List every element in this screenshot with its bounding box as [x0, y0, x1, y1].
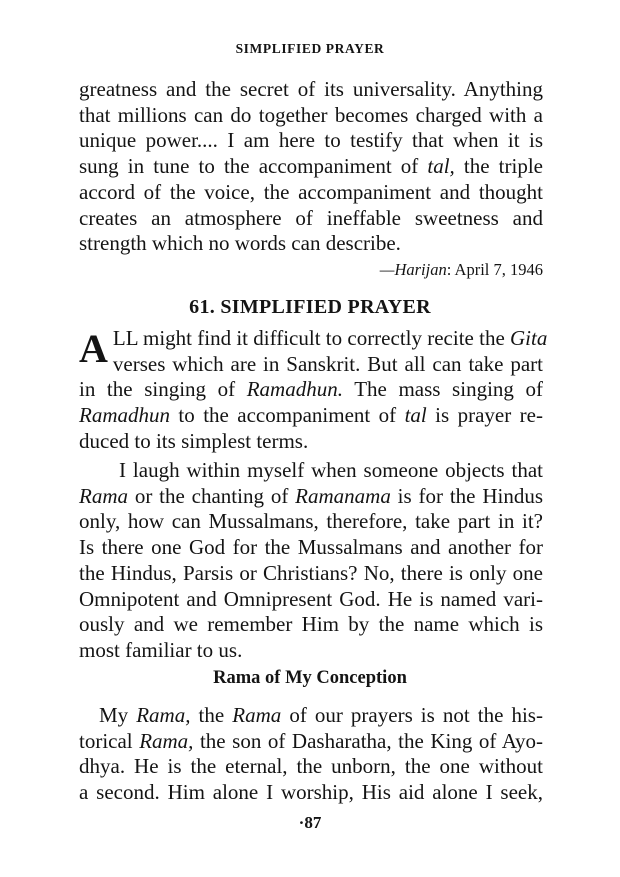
text-line: the Hindus, Parsis or Christians? No, there is only one: [79, 560, 543, 585]
text-line: Is there one God for the Mussalmans and another for: [79, 535, 543, 560]
running-head: SIMPLIFIED PRAYER: [235, 41, 385, 56]
text-line: most familiar to us.: [79, 637, 243, 662]
text-line: My Rama, the Rama of our prayers is not the his-: [99, 703, 543, 727]
paragraph-2: [79, 458, 543, 664]
text-line: duced to its simplest terms.: [79, 428, 309, 453]
previous-section-text: [79, 77, 543, 283]
sub-heading: Rama of My Conception: [213, 668, 407, 688]
text-line: verses which are in Sanskrit. But all can take part: [112, 351, 543, 376]
text-line: that millions can do together becomes charged with a: [79, 102, 543, 127]
paragraph-1: [79, 326, 548, 455]
text-line: ously and we remember Him by the name which is: [79, 612, 543, 637]
text-line: sung in tune to the accompaniment of tal, the triple: [79, 154, 543, 179]
text-line: torical Rama, the son of Dasharatha, the King of Ayo-: [79, 728, 543, 753]
text-line: in the singing of Ramadhun. The mass singing of: [79, 377, 543, 402]
citation: —Harijan: April 7, 1946: [379, 259, 543, 279]
text-line: Rama or the chanting of Ramanama is for the Hindus: [79, 483, 544, 508]
paragraph-3: [79, 703, 543, 806]
text-line: only, how can Mussalmans, therefore, take part in it?: [79, 509, 543, 534]
text-line: unique power.... I am here to testify that when it is: [79, 128, 543, 153]
text-line: greatness and the secret of its universality. Anything: [79, 77, 543, 101]
text-line: strength which no words can describe.: [79, 231, 401, 256]
text-line: dhya. He is the eternal, the unborn, the one without: [79, 754, 543, 779]
text-line: Omnipotent and Omnipresent God. He is named vari-: [79, 586, 543, 611]
drop-cap: A: [79, 326, 108, 371]
text-line: accord of the voice, the accompaniment and thought: [79, 179, 543, 204]
page-number: ·87: [298, 813, 322, 832]
text-line: Ramadhun to the accompaniment of tal is prayer re-: [79, 403, 543, 428]
chapter-title: 61. SIMPLIFIED PRAYER: [189, 296, 431, 318]
text-line: a second. Him alone I worship, His aid alone I seek,: [79, 780, 543, 805]
text-line: I laugh within myself when someone objects that: [119, 458, 543, 482]
text-line: LL might find it difficult to correctly recite the Gita: [112, 326, 548, 350]
text-line: creates an atmosphere of ineffable sweetness and: [79, 205, 543, 230]
